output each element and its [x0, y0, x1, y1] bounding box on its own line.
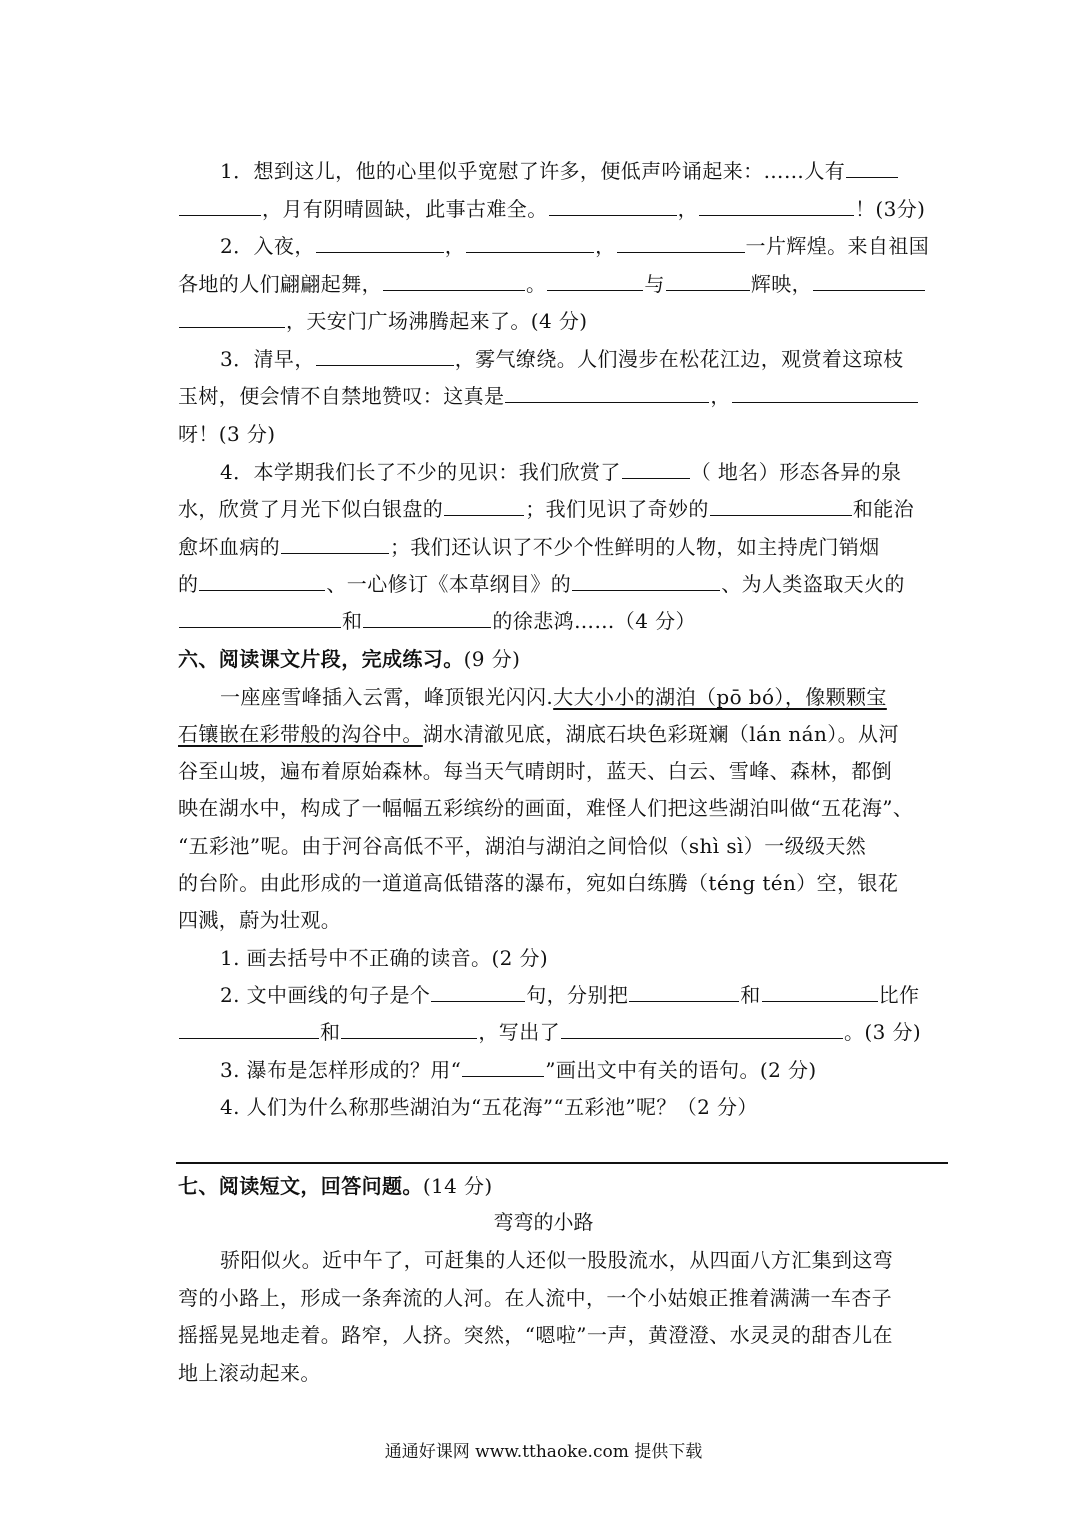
blank[interactable]: [281, 531, 389, 554]
s5-q4-text: ；我们还认识了不少个性鲜明的人物，如主持虎门销烟: [390, 535, 880, 559]
blank[interactable]: [179, 605, 341, 628]
comma: ，: [710, 384, 731, 408]
s5-q4-text: （ 地名）形态各异的泉: [690, 460, 902, 484]
s5-q2-line2: [178, 267, 948, 301]
blank[interactable]: [732, 380, 918, 403]
score: ！(3分): [855, 197, 926, 221]
s5-q2-text: ，天安门广场沸腾起来了。(4 分): [286, 309, 588, 333]
s5-q3-text: 3．清早，: [220, 347, 315, 371]
blank[interactable]: [617, 230, 745, 253]
s6-q2-text: 和: [740, 983, 761, 1007]
s7-passage-line1: 骄阳似火。近中午了，可赶集的人还似一股股流水，从四面八方汇集到这弯: [220, 1248, 894, 1272]
blank[interactable]: [813, 268, 925, 291]
s7-passage-line2: 弯的小路上，形成一条奔流的人河。在人流中，一个小姑娘正推着满满一车杏子: [178, 1286, 892, 1310]
s6-q2-text: 。(3 分): [844, 1020, 922, 1044]
s6-q2-text: 比作: [878, 983, 920, 1007]
underlined-sentence: 大大小小的湖泊（pō bó），像颗颗宝: [553, 685, 887, 709]
blank[interactable]: [431, 979, 525, 1002]
s5-q4-text: 和: [342, 609, 363, 633]
s5-q2-text: 辉映，: [750, 272, 813, 296]
s5-q3-text: ，雾气缭绕。人们漫步在松花江边，观赏着这琼枝: [454, 347, 904, 371]
s6-q3: [178, 1053, 948, 1087]
blank[interactable]: [547, 268, 643, 291]
s5-q1-line2: [178, 192, 948, 226]
blank[interactable]: [846, 155, 898, 178]
s6-q2-text: 2. 文中画线的句子是个: [220, 983, 431, 1007]
section6-heading: [178, 642, 948, 676]
s6-passage-line7: 四溅，蔚为壮观。: [178, 908, 342, 932]
s5-q1-line1: [178, 154, 948, 188]
section-title: 七、阅读短文，回答问题。: [178, 1174, 423, 1198]
blank[interactable]: [762, 979, 878, 1002]
blank[interactable]: [316, 343, 454, 366]
s6-q1: 1. 画去括号中不正确的读音。(2 分): [220, 946, 549, 970]
s5-q4-text: 4．本学期我们长了不少的见识：我们欣赏了: [220, 460, 621, 484]
s5-q3-line1: [178, 342, 948, 376]
s5-q4-line1: [178, 455, 948, 489]
blank[interactable]: [572, 568, 720, 591]
s5-q4-text: 和能治: [852, 497, 915, 521]
blank[interactable]: [444, 493, 524, 516]
s5-q4-line4: [178, 567, 948, 601]
s6-q2-text: 和: [320, 1020, 341, 1044]
section-score: (14 分): [422, 1174, 493, 1198]
s5-q4-line3: [178, 530, 948, 564]
s5-q1-text: ，月有阴晴圆缺，此事古难全。: [262, 197, 548, 221]
s6-q2-line2: [178, 1015, 948, 1049]
s5-q3-text: 玉树，便会情不自禁地赞叹：这真是: [178, 384, 505, 408]
period: 。: [526, 272, 547, 296]
s5-q4-text: 愈坏血病的: [178, 535, 280, 559]
s6-passage-line5: “五彩池”呢。由于河谷高低不平，湖泊与湖泊之间恰似（shì sì）一级级天然: [178, 834, 867, 858]
s5-q4-line2: [178, 492, 948, 526]
s5-q4-text: ；我们见识了奇妙的: [525, 497, 709, 521]
s5-q4-text: 、一心修订《本草纲目》的: [326, 572, 572, 596]
s6-q2-text: 句，分别把: [526, 983, 629, 1007]
s5-q2-line1: [178, 229, 948, 263]
footer-source: 通通好课网 www.tthaoke.com 提供下载: [384, 1442, 703, 1462]
section-score: (9 分): [463, 647, 521, 671]
s5-q4-line5: [178, 604, 948, 638]
blank[interactable]: [666, 268, 750, 291]
blank[interactable]: [629, 979, 739, 1002]
blank[interactable]: [505, 380, 709, 403]
s6-passage-line6: 的台阶。由此形成的一道道高低错落的瀑布，宛如白练腾（téng tén）空，银花: [178, 871, 899, 895]
s6-q3-text: 3. 瀑布是怎样形成的？用“: [220, 1058, 462, 1082]
blank[interactable]: [363, 605, 491, 628]
s5-q2-text: 2．入夜，: [220, 234, 315, 258]
s5-q4-text: 、为人类盗取天火的: [721, 572, 905, 596]
blank[interactable]: [466, 230, 594, 253]
blank[interactable]: [549, 193, 677, 216]
underline-sample: [462, 1058, 544, 1077]
underlined-sentence: 石镶嵌在彩带般的沟谷中。: [178, 722, 423, 746]
passage-text: 湖水清澈见底，湖底石块色彩斑斓（lán nán）。从河: [422, 722, 899, 746]
s5-q4-text: 的徐悲鸿……（4 分）: [492, 609, 696, 633]
s7-passage-line3: 摇摇晃晃地走着。路窄，人挤。突然，“嗯啦”一声，黄澄澄、水灵灵的甜杏儿在: [178, 1323, 893, 1347]
blank[interactable]: [710, 493, 852, 516]
comma: ，: [595, 234, 616, 258]
s6-passage-line1: [178, 680, 948, 714]
section7-heading: [178, 1169, 948, 1203]
s5-q2-text: 一片辉煌。来自祖国: [745, 234, 930, 258]
passage-text: 一座座雪峰插入云霄，峰顶银光闪闪.: [220, 685, 554, 709]
s6-passage-line4: 映在湖水中，构成了一幅幅五彩缤纷的画面，难怪人们把这些湖泊叫做“五花海”、: [178, 796, 914, 820]
s5-q2-text: 与: [644, 272, 665, 296]
blank[interactable]: [699, 193, 854, 216]
comma: ，: [677, 197, 699, 221]
blank[interactable]: [179, 1016, 319, 1039]
s6-q3-text: ”画出文中有关的语句。(2 分): [545, 1058, 817, 1082]
s5-q2-line3: [178, 304, 948, 338]
blank[interactable]: [199, 568, 325, 591]
s5-q4-text: 水，欣赏了月光下似白银盘的: [178, 497, 444, 521]
blank[interactable]: [316, 230, 444, 253]
s5-q1-text: 1．想到这儿，他的心里似乎宽慰了许多，便低声吟诵起来：……人有: [220, 159, 846, 183]
s5-q4-text: 的: [178, 572, 199, 596]
s6-passage-line2: [178, 717, 948, 751]
s6-q2-text: ，写出了: [478, 1020, 561, 1044]
section-title: 六、阅读课文片段，完成练习。: [178, 647, 464, 671]
blank[interactable]: [622, 456, 690, 479]
blank[interactable]: [179, 193, 261, 216]
blank[interactable]: [561, 1016, 843, 1039]
blank[interactable]: [341, 1016, 477, 1039]
s6-q2-line1: [178, 978, 948, 1012]
s6-passage-line3: 谷至山坡，遍布着原始森林。每当天气晴朗时，蓝天、白云、雪峰、森林，都倒: [178, 759, 892, 783]
blank[interactable]: [179, 305, 285, 328]
story-title: 弯弯的小路: [493, 1210, 594, 1234]
s5-q3-text: 呀！(3 分): [178, 422, 276, 446]
s5-q3-line3: [178, 417, 948, 451]
section-divider: [176, 1162, 948, 1164]
s5-q2-text: 各地的人们翩翩起舞，: [178, 272, 382, 296]
blank[interactable]: [383, 268, 525, 291]
s5-q3-line2: [178, 379, 948, 413]
s6-q4: 4. 人们为什么称那些湖泊为“五花海”“五彩池”呢？（2 分）: [220, 1095, 758, 1119]
s7-passage-line4: 地上滚动起来。: [178, 1361, 321, 1385]
comma: ，: [444, 234, 466, 258]
